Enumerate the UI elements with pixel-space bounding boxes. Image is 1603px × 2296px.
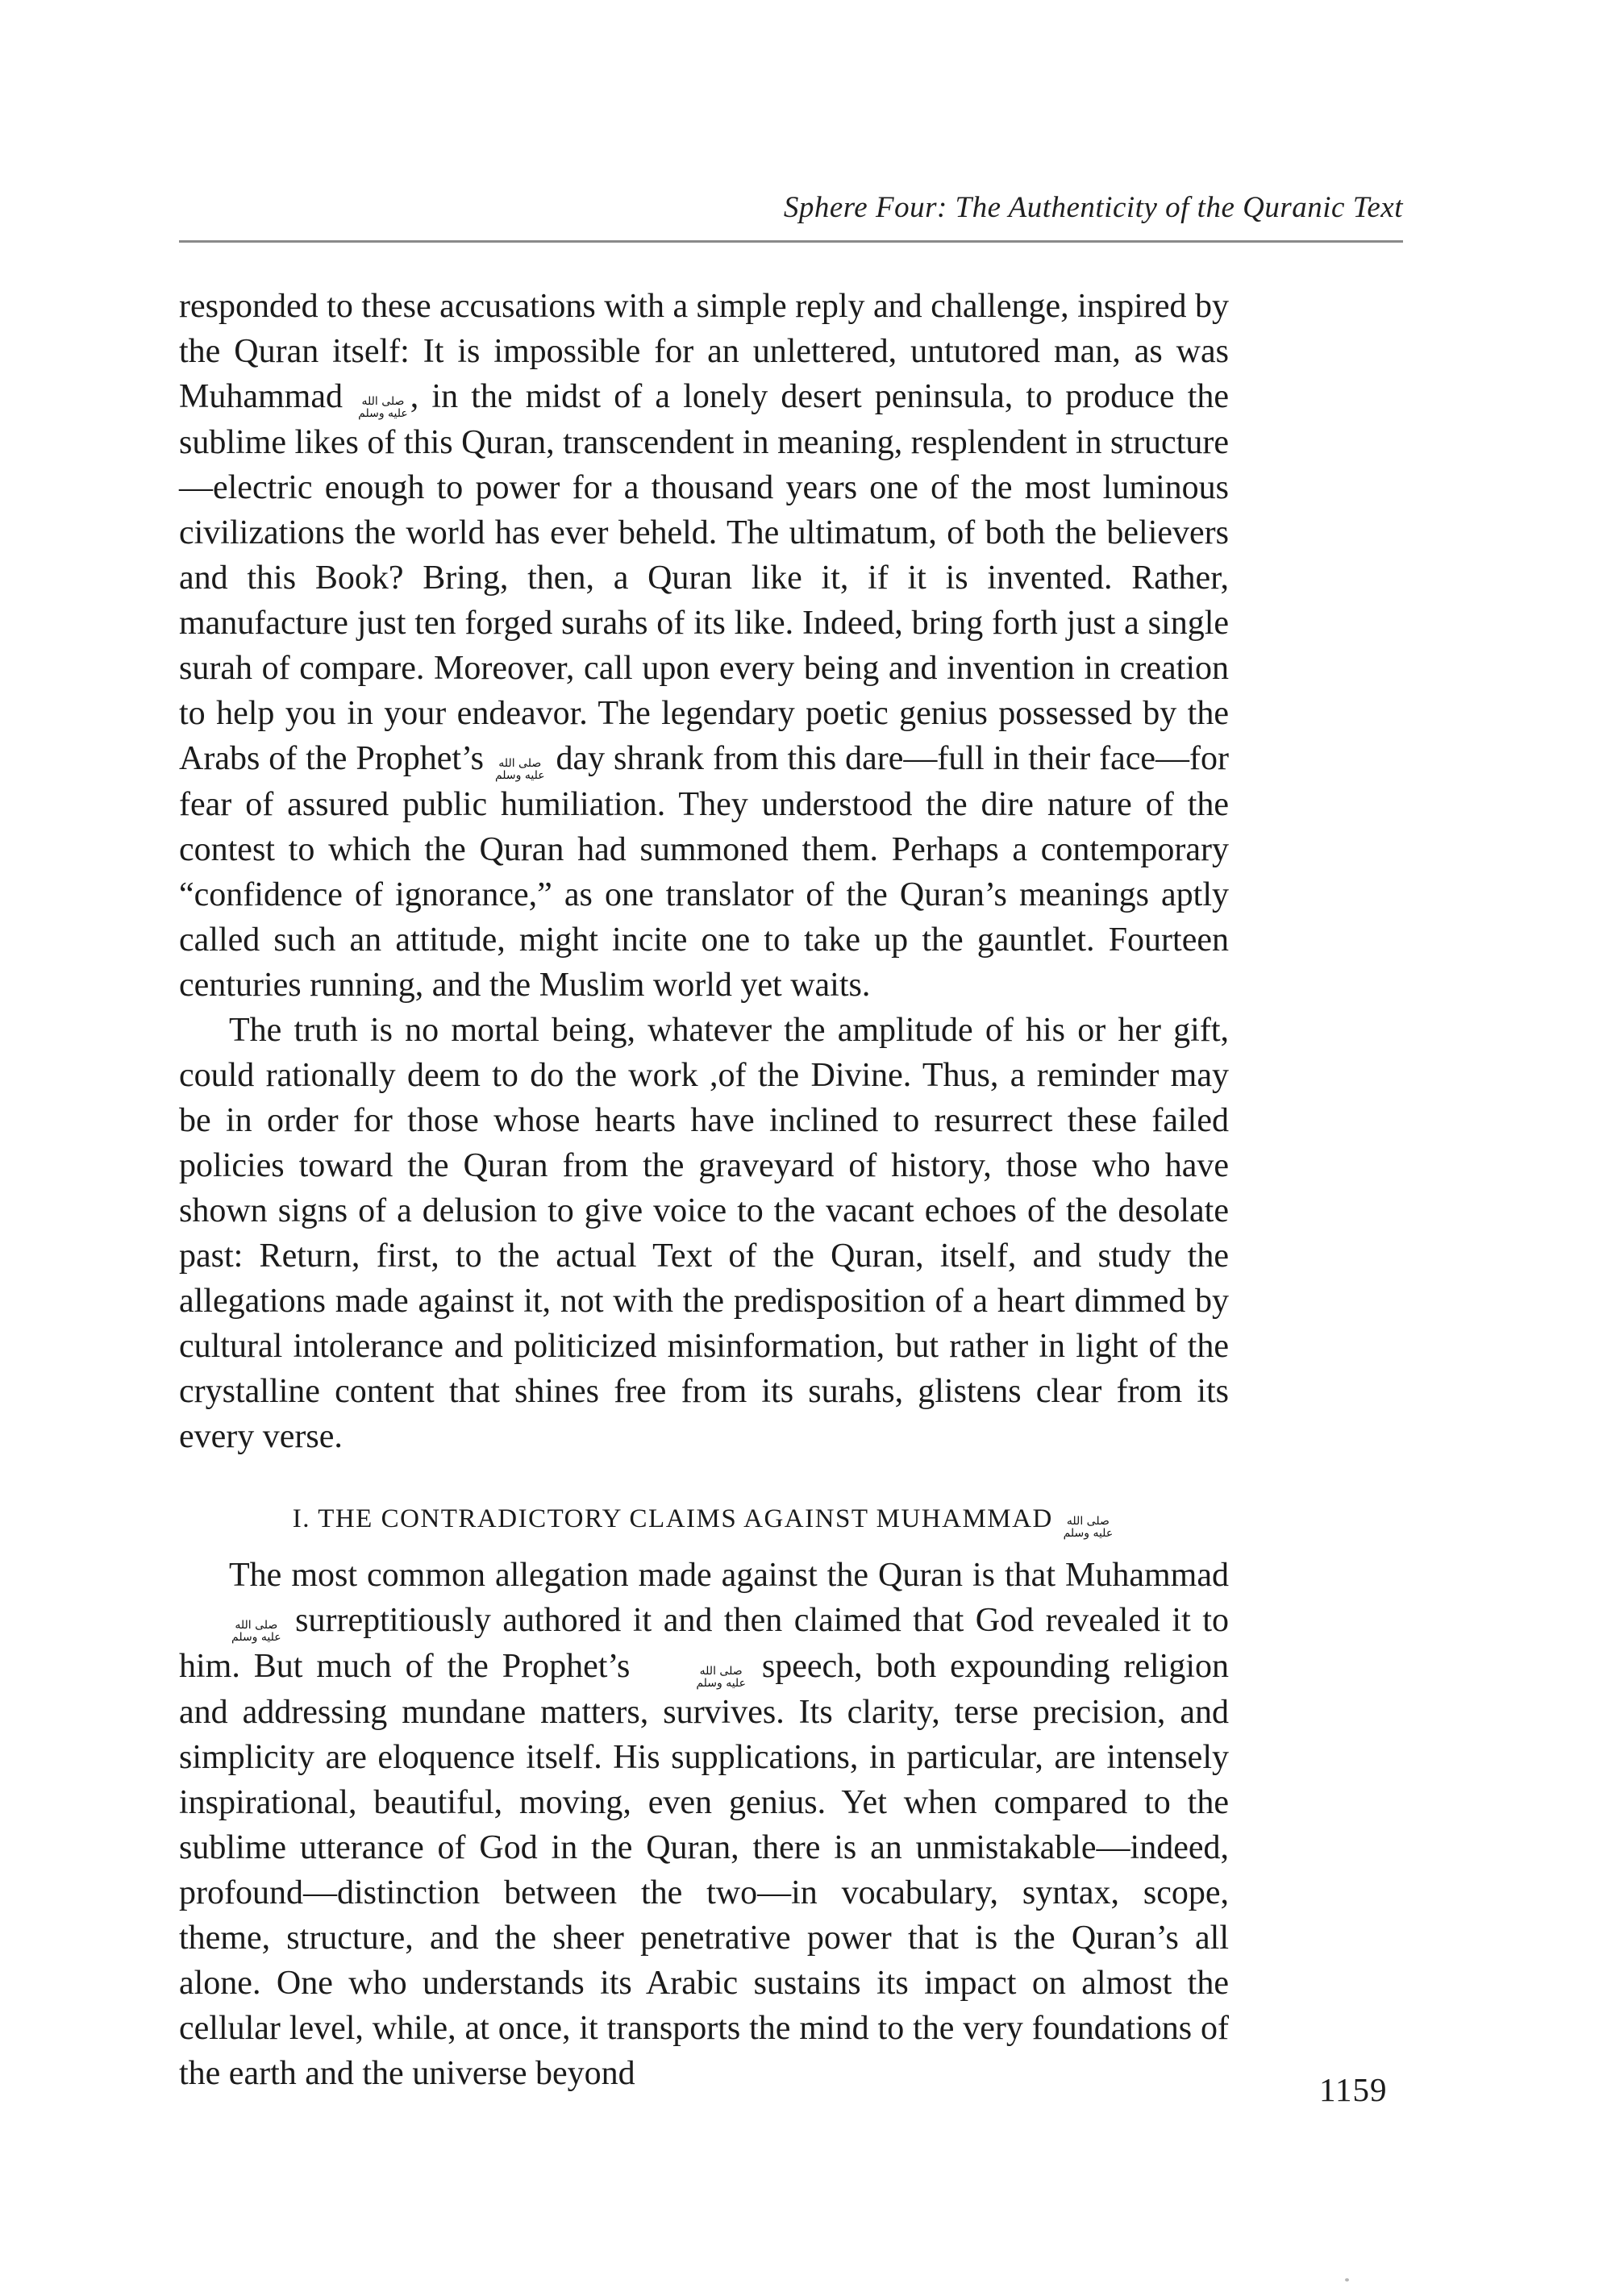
running-header: Sphere Four: The Authenticity of the Quranic Text (783, 191, 1403, 224)
paragraph: The truth is no mortal being, whatever the amplitude of his or her gift, could rationally deem to do the work ,of the Divine. Thus, a reminder may be in order for those whose hearts have inclined to resurrect these failed policies toward the Quran from the graveyard of history, those who have shown signs of a delusion to give voice to the vacant echoes of the desolate past: Return, first, to the actual Text of the Quran, itself, and study the allegations made against it, not with the predisposition of a heart dimmed by cultural intolerance and politicized misinformation, but rather in light of the crystalline content that shines free from its surahs, glistens clear from its every verse. (179, 1012, 1229, 1455)
pbuh-calligraphy-icon: صلى الله عليه وسلم (358, 395, 408, 420)
paragraph: responded to these accusations with a simple reply and challenge, inspired by the Quran itself: It is impossible for an unlettered, untutored man, as was Muhammad صلى الله عليه وسلم , in the midst of a lonely desert peninsula, to produce the sublime likes of this Quran, transcendent in meaning, resplendent in structure—electric enough to power for a thousand years one of the most luminous civilizations the world has ever beheld. The ultimatum, of both the believers and this Book? Bring, then, a Quran like it, if it is invented. Rather, manufacture just ten forged surahs of its like. Indeed, bring forth just a single surah of compare. Moreover, call upon every being and invention in creation to help you in your endeavor. The legendary poetic genius possessed by the Arabs of the Prophet’s صلى الله عليه وسلم day shrank from this dare—full in their face—for fear of assured public humiliation. They understood the dire nature of the contest to which the Quran had summoned them. Perhaps a contemporary “confidence of ignorance,” as one translator of the Quran’s meanings aptly called such an attitude, might incite one to take up the gauntlet. Fourteen centuries running, and the Muslim world yet waits. (179, 288, 1230, 1004)
section-heading: I. THE CONTRADICTORY CLAIMS AGAINST MUHAMMAD صلى الله عليه وسلم (292, 1504, 1114, 1540)
paragraph: The most common allegation made against the Quran is that Muhammad صلى الله عليه وسلم surreptitiously authored it and then claimed that God revealed it to him. But much of the Prophet’s صلى الله عليه وسلم speech, both expounding religion and addressing mundane matters, survives. Its clarity, terse precision, and simplicity are eloquence itself. His supplications, in particular, are intensely inspirational, beautiful, moving, even genius. Yet when compared to the sublime utterance of God in the Quran, there is an unmistakable—indeed, profound—distinction between the two—in vocabulary, syntax, scope, theme, structure, and the sheer penetrative power that is the Quran’s all alone. One who understands its Arabic sustains its impact on almost the cellular level, while, at once, it transports the mind to the very foundations of the earth and the universe beyond (179, 1557, 1229, 2092)
pbuh-calligraphy-icon: صلى الله عليه وسلم (494, 757, 545, 782)
pbuh-calligraphy-icon: صلى الله عليه وسلم (1063, 1515, 1114, 1540)
pbuh-calligraphy-icon: صلى الله عليه وسلم (696, 1665, 746, 1690)
header-rule (179, 240, 1403, 243)
text-column (179, 284, 1229, 2096)
pbuh-calligraphy-icon: صلى الله عليه وسلم (231, 1619, 281, 1644)
scan-artifact-dot (1345, 2278, 1349, 2281)
page-number: 1159 (1319, 2071, 1388, 2108)
